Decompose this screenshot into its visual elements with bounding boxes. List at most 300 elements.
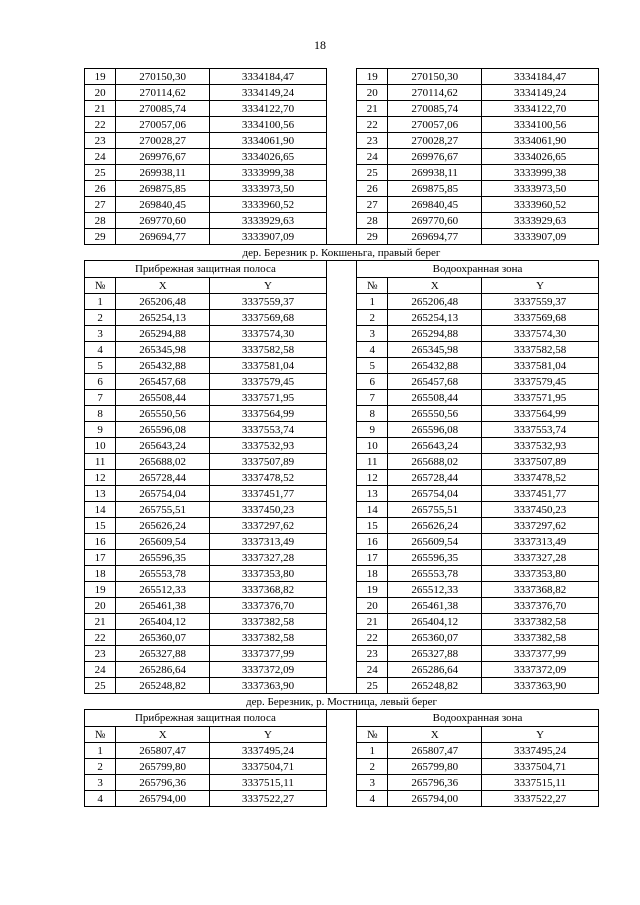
y-coordinate: 3337368,82 (210, 582, 327, 598)
y-coordinate: 3334184,47 (210, 69, 327, 85)
x-coordinate: 265755,51 (388, 502, 482, 518)
y-coordinate: 3337504,71 (210, 759, 327, 775)
table-row (85, 759, 599, 775)
column-gap (326, 358, 356, 374)
table-row (85, 678, 599, 694)
point-number: 23 (85, 133, 116, 149)
water-protection-zone-heading: Водоохранная зона (357, 710, 599, 727)
y-coordinate: 3337532,93 (210, 438, 327, 454)
point-number: 14 (85, 502, 116, 518)
x-coordinate: 265508,44 (388, 390, 482, 406)
x-coordinate: 265754,04 (116, 486, 210, 502)
x-coordinate: 265553,78 (116, 566, 210, 582)
column-gap (326, 229, 356, 245)
column-gap (326, 438, 356, 454)
x-coordinate: 265512,33 (116, 582, 210, 598)
column-gap (326, 149, 356, 165)
point-number: 5 (85, 358, 116, 374)
zone-heading-row (85, 261, 599, 278)
point-number: 23 (357, 133, 388, 149)
table-row (85, 550, 599, 566)
y-coordinate: 3334061,90 (482, 133, 599, 149)
x-coordinate: 270057,06 (116, 117, 210, 133)
x-coordinate: 265796,36 (388, 775, 482, 791)
x-coordinate: 265626,24 (116, 518, 210, 534)
table-row (85, 662, 599, 678)
x-coordinate: 270057,06 (388, 117, 482, 133)
y-coordinate: 3337313,49 (482, 534, 599, 550)
column-gap (326, 261, 356, 278)
column-gap (326, 85, 356, 101)
x-coordinate: 265294,88 (388, 326, 482, 342)
x-coordinate: 269875,85 (116, 181, 210, 197)
point-number: 24 (85, 149, 116, 165)
x-coordinate: 265553,78 (388, 566, 482, 582)
point-number: 22 (357, 630, 388, 646)
column-header-num: № (85, 278, 116, 294)
column-gap (326, 759, 356, 775)
y-coordinate: 3337582,58 (482, 342, 599, 358)
column-header-num: № (85, 727, 116, 743)
y-coordinate: 3337327,28 (482, 550, 599, 566)
column-gap (326, 117, 356, 133)
column-gap (326, 662, 356, 678)
y-coordinate: 3337559,37 (210, 294, 327, 310)
x-coordinate: 265688,02 (116, 454, 210, 470)
coastal-strip-heading: Прибрежная защитная полоса (85, 710, 327, 727)
point-number: 10 (357, 438, 388, 454)
column-gap (326, 710, 356, 727)
column-header-y: Y (210, 278, 327, 294)
y-coordinate: 3337522,27 (482, 791, 599, 807)
point-number: 29 (357, 229, 388, 245)
y-coordinate: 3337581,04 (482, 358, 599, 374)
point-number: 3 (357, 326, 388, 342)
column-gap (326, 197, 356, 213)
column-gap (326, 727, 356, 743)
y-coordinate: 3337571,95 (482, 390, 599, 406)
table-row (85, 213, 599, 229)
point-number: 16 (85, 534, 116, 550)
y-coordinate: 3337569,68 (210, 310, 327, 326)
point-number: 29 (85, 229, 116, 245)
x-coordinate: 265794,00 (116, 791, 210, 807)
x-coordinate: 269976,67 (388, 149, 482, 165)
point-number: 1 (85, 294, 116, 310)
table-row (85, 582, 599, 598)
point-number: 2 (357, 759, 388, 775)
x-coordinate: 270150,30 (388, 69, 482, 85)
table-row (85, 775, 599, 791)
point-number: 27 (85, 197, 116, 213)
column-header-x: X (116, 727, 210, 743)
column-gap (326, 422, 356, 438)
y-coordinate: 3337495,24 (482, 743, 599, 759)
x-coordinate: 265345,98 (388, 342, 482, 358)
point-number: 17 (85, 550, 116, 566)
x-coordinate: 265404,12 (388, 614, 482, 630)
point-number: 21 (357, 101, 388, 117)
y-coordinate: 3337579,45 (482, 374, 599, 390)
column-gap (326, 598, 356, 614)
x-coordinate: 265206,48 (388, 294, 482, 310)
x-coordinate: 265755,51 (116, 502, 210, 518)
table-row (85, 85, 599, 101)
x-coordinate: 265596,08 (388, 422, 482, 438)
column-header-row (85, 278, 599, 294)
point-number: 4 (85, 342, 116, 358)
y-coordinate: 3333999,38 (210, 165, 327, 181)
x-coordinate: 265643,24 (388, 438, 482, 454)
x-coordinate: 265754,04 (388, 486, 482, 502)
column-gap (326, 326, 356, 342)
y-coordinate: 3337504,71 (482, 759, 599, 775)
table-row (85, 470, 599, 486)
column-gap (326, 791, 356, 807)
column-gap (326, 470, 356, 486)
x-coordinate: 265432,88 (116, 358, 210, 374)
y-coordinate: 3333907,09 (482, 229, 599, 245)
y-coordinate: 3337363,90 (482, 678, 599, 694)
x-coordinate: 270114,62 (116, 85, 210, 101)
point-number: 20 (85, 598, 116, 614)
section-title: дер. Березник, р. Мостница, левый берег (85, 694, 599, 710)
point-number: 22 (85, 117, 116, 133)
y-coordinate: 3334061,90 (210, 133, 327, 149)
point-number: 24 (357, 149, 388, 165)
y-coordinate: 3337327,28 (210, 550, 327, 566)
point-number: 26 (357, 181, 388, 197)
point-number: 23 (85, 646, 116, 662)
column-gap (326, 133, 356, 149)
x-coordinate: 265799,80 (388, 759, 482, 775)
point-number: 1 (357, 294, 388, 310)
x-coordinate: 265461,38 (388, 598, 482, 614)
y-coordinate: 3337297,62 (482, 518, 599, 534)
point-number: 9 (85, 422, 116, 438)
section-title-row (85, 245, 599, 261)
point-number: 28 (357, 213, 388, 229)
x-coordinate: 265807,47 (116, 743, 210, 759)
point-number: 20 (85, 85, 116, 101)
y-coordinate: 3337553,74 (482, 422, 599, 438)
point-number: 7 (357, 390, 388, 406)
y-coordinate: 3337507,89 (210, 454, 327, 470)
point-number: 7 (85, 390, 116, 406)
point-number: 16 (357, 534, 388, 550)
x-coordinate: 265254,13 (116, 310, 210, 326)
point-number: 11 (357, 454, 388, 470)
x-coordinate: 265457,68 (116, 374, 210, 390)
y-coordinate: 3337382,58 (482, 630, 599, 646)
y-coordinate: 3337450,23 (210, 502, 327, 518)
x-coordinate: 265728,44 (388, 470, 482, 486)
y-coordinate: 3337579,45 (210, 374, 327, 390)
table-row (85, 630, 599, 646)
table-row (85, 566, 599, 582)
column-header-y: Y (482, 727, 599, 743)
y-coordinate: 3337553,74 (210, 422, 327, 438)
y-coordinate: 3334149,24 (210, 85, 327, 101)
x-coordinate: 265457,68 (388, 374, 482, 390)
point-number: 26 (85, 181, 116, 197)
table-row (85, 374, 599, 390)
column-header-row (85, 727, 599, 743)
y-coordinate: 3337382,58 (210, 630, 327, 646)
column-gap (326, 101, 356, 117)
point-number: 25 (357, 678, 388, 694)
y-coordinate: 3337353,80 (210, 566, 327, 582)
y-coordinate: 3337297,62 (210, 518, 327, 534)
table-row (85, 534, 599, 550)
x-coordinate: 265508,44 (116, 390, 210, 406)
y-coordinate: 3337376,70 (210, 598, 327, 614)
table-row (85, 406, 599, 422)
y-coordinate: 3337451,77 (210, 486, 327, 502)
y-coordinate: 3333960,52 (210, 197, 327, 213)
column-gap (326, 181, 356, 197)
y-coordinate: 3337522,27 (210, 791, 327, 807)
column-gap (326, 678, 356, 694)
column-gap (326, 614, 356, 630)
column-gap (326, 294, 356, 310)
point-number: 23 (357, 646, 388, 662)
column-gap (326, 534, 356, 550)
column-gap (326, 566, 356, 582)
coordinates-table (84, 68, 599, 807)
point-number: 21 (357, 614, 388, 630)
x-coordinate: 265206,48 (116, 294, 210, 310)
x-coordinate: 265609,54 (116, 534, 210, 550)
y-coordinate: 3334100,56 (210, 117, 327, 133)
x-coordinate: 269875,85 (388, 181, 482, 197)
y-coordinate: 3337478,52 (210, 470, 327, 486)
x-coordinate: 265248,82 (116, 678, 210, 694)
point-number: 25 (85, 165, 116, 181)
y-coordinate: 3337571,95 (210, 390, 327, 406)
table-row (85, 165, 599, 181)
point-number: 22 (357, 117, 388, 133)
point-number: 19 (85, 69, 116, 85)
table-row (85, 502, 599, 518)
point-number: 4 (357, 342, 388, 358)
y-coordinate: 3337515,11 (210, 775, 327, 791)
x-coordinate: 269938,11 (388, 165, 482, 181)
x-coordinate: 265728,44 (116, 470, 210, 486)
x-coordinate: 269938,11 (116, 165, 210, 181)
y-coordinate: 3337377,99 (482, 646, 599, 662)
point-number: 18 (85, 566, 116, 582)
x-coordinate: 265345,98 (116, 342, 210, 358)
column-gap (326, 406, 356, 422)
point-number: 18 (357, 566, 388, 582)
table-row (85, 310, 599, 326)
column-gap (326, 278, 356, 294)
x-coordinate: 265404,12 (116, 614, 210, 630)
y-coordinate: 3337368,82 (482, 582, 599, 598)
y-coordinate: 3337382,58 (210, 614, 327, 630)
x-coordinate: 265643,24 (116, 438, 210, 454)
point-number: 3 (85, 775, 116, 791)
x-coordinate: 270028,27 (388, 133, 482, 149)
column-header-num: № (357, 727, 388, 743)
column-gap (326, 743, 356, 759)
point-number: 13 (357, 486, 388, 502)
y-coordinate: 3337532,93 (482, 438, 599, 454)
point-number: 3 (357, 775, 388, 791)
x-coordinate: 265794,00 (388, 791, 482, 807)
table-row (85, 791, 599, 807)
table-row (85, 101, 599, 117)
page-number: 18 (314, 38, 326, 52)
point-number: 9 (357, 422, 388, 438)
y-coordinate: 3333960,52 (482, 197, 599, 213)
point-number: 21 (85, 614, 116, 630)
table-row (85, 294, 599, 310)
x-coordinate: 265596,35 (388, 550, 482, 566)
column-gap (326, 454, 356, 470)
y-coordinate: 3337564,99 (482, 406, 599, 422)
y-coordinate: 3333999,38 (482, 165, 599, 181)
column-header-num: № (357, 278, 388, 294)
table-row (85, 646, 599, 662)
table-row (85, 743, 599, 759)
y-coordinate: 3333973,50 (210, 181, 327, 197)
x-coordinate: 270085,74 (116, 101, 210, 117)
water-protection-zone-heading: Водоохранная зона (357, 261, 599, 278)
y-coordinate: 3337507,89 (482, 454, 599, 470)
y-coordinate: 3334100,56 (482, 117, 599, 133)
point-number: 11 (85, 454, 116, 470)
point-number: 28 (85, 213, 116, 229)
column-gap (326, 502, 356, 518)
zone-heading-row (85, 710, 599, 727)
y-coordinate: 3337450,23 (482, 502, 599, 518)
table-row (85, 422, 599, 438)
point-number: 3 (85, 326, 116, 342)
column-gap (326, 374, 356, 390)
point-number: 15 (85, 518, 116, 534)
point-number: 19 (357, 69, 388, 85)
table-row (85, 181, 599, 197)
point-number: 10 (85, 438, 116, 454)
x-coordinate: 265799,80 (116, 759, 210, 775)
x-coordinate: 265294,88 (116, 326, 210, 342)
point-number: 1 (85, 743, 116, 759)
x-coordinate: 265286,64 (388, 662, 482, 678)
table-row (85, 326, 599, 342)
y-coordinate: 3337559,37 (482, 294, 599, 310)
x-coordinate: 265327,88 (116, 646, 210, 662)
y-coordinate: 3333973,50 (482, 181, 599, 197)
y-coordinate: 3337581,04 (210, 358, 327, 374)
x-coordinate: 265550,56 (388, 406, 482, 422)
x-coordinate: 269840,45 (116, 197, 210, 213)
table-row (85, 598, 599, 614)
table-row (85, 438, 599, 454)
table-row (85, 342, 599, 358)
y-coordinate: 3337582,58 (210, 342, 327, 358)
y-coordinate: 3333929,63 (210, 213, 327, 229)
x-coordinate: 270114,62 (388, 85, 482, 101)
point-number: 25 (357, 165, 388, 181)
y-coordinate: 3337574,30 (482, 326, 599, 342)
table-row (85, 149, 599, 165)
x-coordinate: 270150,30 (116, 69, 210, 85)
point-number: 12 (85, 470, 116, 486)
point-number: 24 (357, 662, 388, 678)
x-coordinate: 265688,02 (388, 454, 482, 470)
column-gap (326, 630, 356, 646)
point-number: 1 (357, 743, 388, 759)
section-title: дер. Березник р. Кокшеньга, правый берег (85, 245, 599, 261)
x-coordinate: 265512,33 (388, 582, 482, 598)
table-row (85, 197, 599, 213)
point-number: 21 (85, 101, 116, 117)
x-coordinate: 265432,88 (388, 358, 482, 374)
x-coordinate: 269770,60 (388, 213, 482, 229)
table-row (85, 133, 599, 149)
x-coordinate: 265596,35 (116, 550, 210, 566)
x-coordinate: 265461,38 (116, 598, 210, 614)
y-coordinate: 3337382,58 (482, 614, 599, 630)
point-number: 14 (357, 502, 388, 518)
table-row (85, 69, 599, 85)
column-gap (326, 213, 356, 229)
point-number: 17 (357, 550, 388, 566)
point-number: 2 (85, 759, 116, 775)
table-row (85, 614, 599, 630)
column-gap (326, 165, 356, 181)
y-coordinate: 3333907,09 (210, 229, 327, 245)
column-gap (326, 582, 356, 598)
y-coordinate: 3337574,30 (210, 326, 327, 342)
y-coordinate: 3337564,99 (210, 406, 327, 422)
y-coordinate: 3334026,65 (210, 149, 327, 165)
column-header-y: Y (482, 278, 599, 294)
point-number: 8 (85, 406, 116, 422)
y-coordinate: 3334122,70 (210, 101, 327, 117)
y-coordinate: 3337353,80 (482, 566, 599, 582)
point-number: 5 (357, 358, 388, 374)
x-coordinate: 270085,74 (388, 101, 482, 117)
x-coordinate: 265609,54 (388, 534, 482, 550)
point-number: 20 (357, 85, 388, 101)
point-number: 22 (85, 630, 116, 646)
point-number: 27 (357, 197, 388, 213)
point-number: 19 (357, 582, 388, 598)
table-row (85, 117, 599, 133)
column-header-x: X (116, 278, 210, 294)
column-header-x: X (388, 278, 482, 294)
x-coordinate: 270028,27 (116, 133, 210, 149)
x-coordinate: 265254,13 (388, 310, 482, 326)
point-number: 2 (85, 310, 116, 326)
point-number: 2 (357, 310, 388, 326)
y-coordinate: 3337363,90 (210, 678, 327, 694)
y-coordinate: 3337495,24 (210, 743, 327, 759)
y-coordinate: 3333929,63 (482, 213, 599, 229)
point-number: 24 (85, 662, 116, 678)
y-coordinate: 3337569,68 (482, 310, 599, 326)
table-row (85, 358, 599, 374)
column-gap (326, 310, 356, 326)
column-gap (326, 550, 356, 566)
y-coordinate: 3337372,09 (210, 662, 327, 678)
table-row (85, 518, 599, 534)
x-coordinate: 265327,88 (388, 646, 482, 662)
table-row (85, 486, 599, 502)
